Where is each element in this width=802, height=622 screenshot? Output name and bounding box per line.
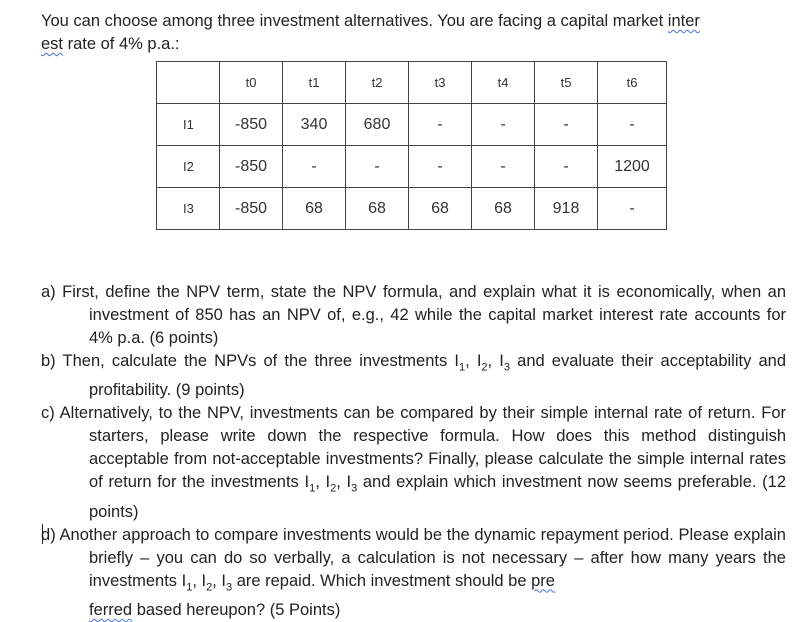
header-cell-t6: t6 [598,62,667,104]
header-cell-t0: t0 [220,62,283,104]
header-cell-t4: t4 [472,62,535,104]
intro-word-inter: inter [667,12,700,30]
row-label-i1: I1 [157,104,220,146]
table-cell: - [409,104,472,146]
investment-i2: $I_2$ [476,352,488,374]
question-d: d) Another approach to compare investments would be the dynamic repayment period. Please explain briefly – you can do so verbally, a calculation is not necessary – after how many years the investments $I_1$, $I_2$, $I_3$ are repaid. Which investment should be pre ferred based hereupon? (5 Points) [41,525,786,619]
question-b-text-post: and evaluate their acceptability and profitability. (9 points) [89,352,787,400]
investment-i3: $I_3$ [221,571,233,593]
table-cell: 68 [409,188,472,230]
question-c-text-post: and explain which investment now seems preferable. (12 points) [89,473,787,521]
table-cell: 68 [472,188,535,230]
table-cell: 68 [346,188,409,230]
table-cell: 340 [283,104,346,146]
table-header-row [157,62,667,104]
question-d-word-pre: pre [531,571,555,590]
table-cell: 680 [346,104,409,146]
investment-i3: $I_3$ [346,473,358,495]
question-a: a) First, define the NPV term, state the NPV formula, and explain what it is economically, when an investment of 850 has an NPV of, e.g., 42 while the capital market interest rate accounts for 4% p.a. (6 points) [41,283,786,347]
question-c-text-pre: c) Alternatively, to the NPV, investments can be compared by their simple internal rate of return. For starters, please write down the respective formula. How does this method distinguish acceptable from not-acceptable investments? Finally, please calculate the simple internal rates of return for the investments [41,404,786,492]
cash-flow-table [156,61,667,230]
table-cell: -850 [220,104,283,146]
table-cell: - [472,104,535,146]
table-cell: - [598,188,667,230]
header-cell-t3: t3 [409,62,472,104]
table-cell: - [598,104,667,146]
table-cell: 1200 [598,146,667,188]
question-c: c) Alternatively, to the NPV, investments can be compared by their simple internal rate of return. For starters, please write down the respective formula. How does this method distinguish acceptable from not-acceptable investments? Finally, please calculate the simple internal rates of return for the investments $I_1$, $I_2$, $I_3$ and explain which investment now seems preferable. (12 points) [41,404,787,521]
question-d-word-ferred: ferred [89,600,133,619]
intro-word-est: est [41,35,64,53]
intro-text-2: rate of 4% p.a.: [63,35,180,53]
question-list [41,281,786,622]
investment-i2: $I_2$ [325,473,337,495]
table-cell: - [346,146,409,188]
investment-i1: $I_1$ [454,352,466,374]
question-d-letter: d [41,525,51,544]
header-cell-t5: t5 [535,62,598,104]
table-cell: 918 [535,188,598,230]
table-row-i2 [157,146,667,188]
header-cell-t2: t2 [346,62,409,104]
intro-paragraph [41,10,791,56]
header-cell-empty [157,62,220,104]
intro-text-1: You can choose among three investment alternatives. You are facing a capital market [41,12,668,30]
table-cell: - [535,146,598,188]
question-b: b) Then, calculate the NPVs of the three investments $I_1$, $I_2$, $I_3$ and evaluate their acceptability and profitability. (9 points) [41,352,787,400]
table-cell: 68 [283,188,346,230]
table-cell: -850 [220,188,283,230]
table-cell: - [409,146,472,188]
table-cell: - [535,104,598,146]
investment-i2: $I_2$ [201,571,213,593]
table-cell: - [472,146,535,188]
question-d-text-pre: ) Another approach to compare investments would be the dynamic repayment period. Please explain briefly – you can do so verbally, a calculation is not necessary – after how many years the investments [50,525,786,590]
row-label-i3: I3 [157,188,220,230]
question-d-text-mid: are repaid. Which investment should be [232,571,532,590]
question-d-text-post: based hereupon? (5 Points) [132,600,341,619]
question-b-text-pre: b) Then, calculate the NPVs of the three investments [41,352,455,370]
table-row-i1 [157,104,667,146]
investment-i1: $I_1$ [304,473,316,495]
table-cell: - [283,146,346,188]
investment-i3: $I_3$ [499,352,510,374]
header-cell-t1: t1 [283,62,346,104]
investment-i1: $I_1$ [181,571,193,593]
row-label-i2: I2 [157,146,220,188]
table-cell: -850 [220,146,283,188]
table-row-i3 [157,188,667,230]
